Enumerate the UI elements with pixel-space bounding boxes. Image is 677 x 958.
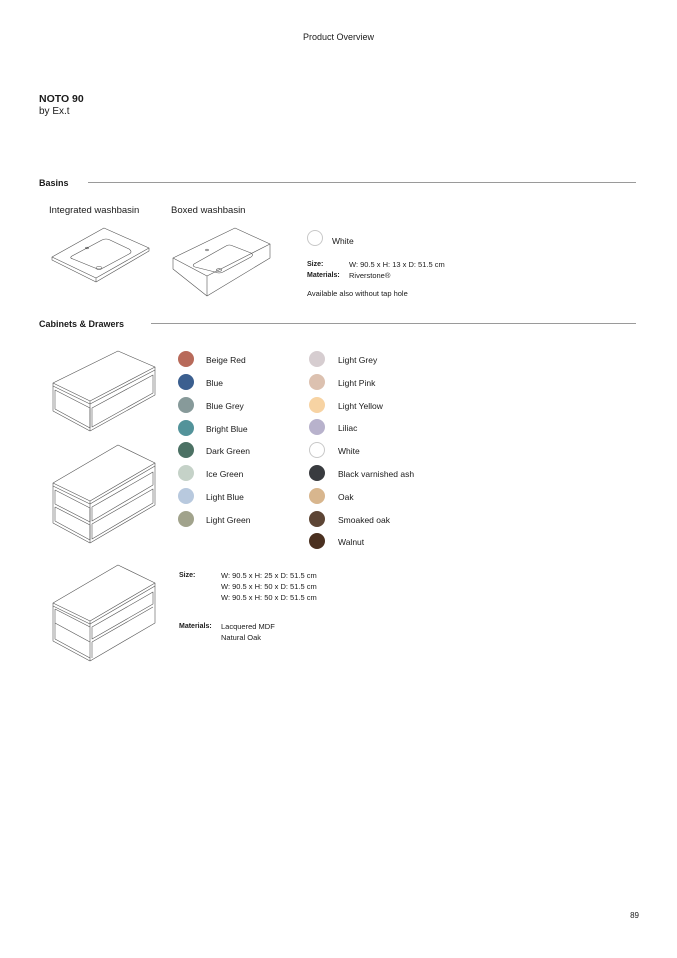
basin-size-value: W: 90.5 x H: 13 x D: 51.5 cm bbox=[349, 260, 445, 269]
color-swatch-liliac bbox=[309, 419, 325, 435]
section-title-basins: Basins bbox=[39, 178, 69, 188]
color-label-smoaked-oak: Smoaked oak bbox=[338, 515, 390, 525]
color-label-light-green: Light Green bbox=[206, 515, 251, 525]
color-swatch-smoaked-oak bbox=[309, 511, 325, 527]
color-label-white: White bbox=[338, 446, 360, 456]
cabinet-size-value-2: W: 90.5 x H: 50 x D: 51.5 cm bbox=[221, 582, 317, 591]
page-header-title: Product Overview bbox=[302, 32, 375, 42]
page-number: 89 bbox=[630, 911, 639, 920]
color-swatch-light-yellow bbox=[309, 397, 325, 413]
product-designer: by Ex.t bbox=[39, 106, 70, 117]
integrated-washbasin-drawing bbox=[48, 226, 153, 288]
basin-label-boxed: Boxed washbasin bbox=[171, 205, 246, 216]
section-divider-cabinets bbox=[151, 323, 636, 324]
color-swatch-beige-red bbox=[178, 351, 194, 367]
color-label-light-pink: Light Pink bbox=[338, 378, 376, 388]
color-label-light-blue: Light Blue bbox=[206, 492, 244, 502]
section-divider-basins bbox=[88, 182, 636, 183]
color-swatch-white bbox=[309, 442, 325, 458]
color-swatch-light-blue bbox=[178, 488, 194, 504]
color-label-light-yellow: Light Yellow bbox=[338, 401, 383, 411]
color-label-blue: Blue bbox=[206, 378, 224, 388]
color-label-oak: Oak bbox=[338, 492, 354, 502]
basin-label-integrated: Integrated washbasin bbox=[49, 205, 140, 216]
color-swatch-oak bbox=[309, 488, 325, 504]
color-label-ice-green: Ice Green bbox=[206, 469, 244, 479]
basin-size-label: Size: bbox=[307, 261, 324, 268]
color-label-blue-grey: Blue Grey bbox=[206, 401, 244, 411]
cabinet-two-drawer-drawing bbox=[50, 443, 158, 547]
basin-materials-label: Materials: bbox=[307, 272, 340, 279]
basin-finish-label: White bbox=[332, 236, 354, 246]
cabinet-material-2: Natural Oak bbox=[221, 633, 262, 642]
color-label-walnut: Walnut bbox=[338, 537, 365, 547]
color-swatch-blue bbox=[178, 374, 194, 390]
cabinet-material-1: Lacquered MDF bbox=[221, 622, 275, 631]
cabinet-size-label: Size: bbox=[179, 572, 196, 579]
color-label-bright-blue: Bright Blue bbox=[206, 424, 248, 434]
cabinet-single-drawer-drawing bbox=[50, 349, 158, 434]
section-title-cabinets: Cabinets & Drawers bbox=[39, 319, 125, 329]
color-swatch-ice-green bbox=[178, 465, 194, 481]
product-name: NOTO 90 bbox=[39, 93, 84, 105]
color-label-light-grey: Light Grey bbox=[338, 355, 378, 365]
cabinet-materials-label: Materials: bbox=[179, 623, 212, 630]
color-swatch-walnut bbox=[309, 533, 325, 549]
color-swatch-light-green bbox=[178, 511, 194, 527]
color-swatch-black-varnished-ash bbox=[309, 465, 325, 481]
cabinet-size-value-3: W: 90.5 x H: 50 x D: 51.5 cm bbox=[221, 593, 317, 602]
color-label-dark-green: Dark Green bbox=[206, 446, 250, 456]
color-swatch-bright-blue bbox=[178, 420, 194, 436]
color-swatch-light-pink bbox=[309, 374, 325, 390]
basin-materials-value: Riverstone® bbox=[349, 271, 391, 280]
color-label-beige-red: Beige Red bbox=[206, 355, 246, 365]
cabinet-drawer-open-shelf-drawing bbox=[50, 563, 158, 663]
color-swatch-blue-grey bbox=[178, 397, 194, 413]
basin-note: Available also without tap hole bbox=[307, 289, 408, 298]
color-swatch-dark-green bbox=[178, 442, 194, 458]
color-swatch-light-grey bbox=[309, 351, 325, 367]
cabinet-size-value-1: W: 90.5 x H: 25 x D: 51.5 cm bbox=[221, 571, 317, 580]
color-label-liliac: Liliac bbox=[338, 423, 358, 433]
boxed-washbasin-drawing bbox=[170, 226, 275, 300]
color-label-black-varnished-ash: Black varnished ash bbox=[338, 469, 415, 479]
basin-finish-swatch-white bbox=[307, 230, 323, 246]
